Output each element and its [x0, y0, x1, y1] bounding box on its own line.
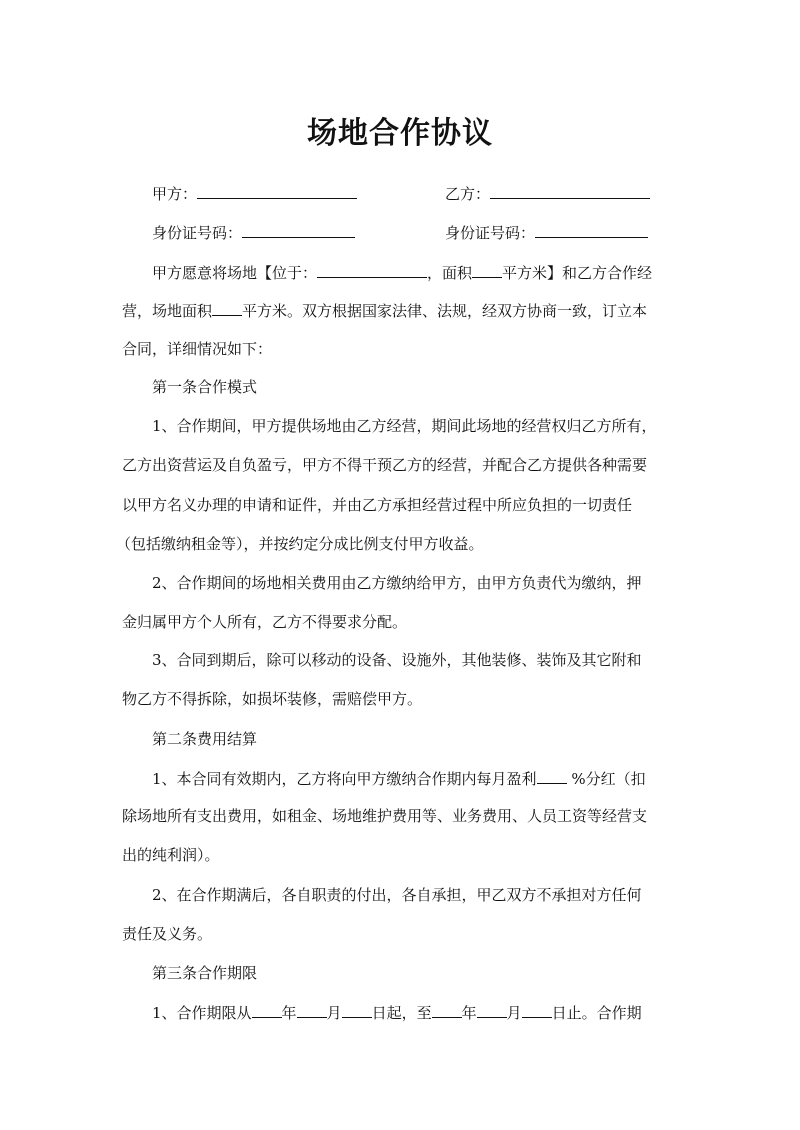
article-1-clause-3-line: 3、合同到期后，除可以移动的设备、设施外，其他装修、装饰及其它附和: [152, 651, 642, 669]
article-2-heading: 第二条费用结算: [152, 730, 258, 748]
start-day-blank[interactable]: [342, 1002, 372, 1018]
id-b-blank[interactable]: [535, 222, 648, 238]
intro-line-3: 合同，详细情况如下：: [122, 340, 273, 358]
id-a-label: 身份证号码：: [152, 224, 243, 242]
intro-text: 营，场地面积: [122, 302, 213, 320]
site-area-blank[interactable]: [212, 300, 242, 316]
party-b-field: [445, 183, 650, 204]
party-a-label: 甲方：: [152, 185, 198, 203]
location-blank[interactable]: [317, 262, 427, 278]
intro-text: ，面积: [427, 264, 473, 282]
party-a-blank[interactable]: [197, 183, 357, 199]
id-a-field: [152, 222, 355, 243]
clause-text: 年: [461, 1004, 477, 1022]
intro-text: 平方米。双方根据国家法律、法规，经双方协商一致，订立本: [242, 302, 648, 320]
end-month-blank[interactable]: [477, 1002, 507, 1018]
party-b-label: 乙方：: [445, 185, 491, 203]
article-2-clause-2-line: 2、在合作期满后，各自职责的付出，各自承担，甲乙双方不承担对方任何: [152, 886, 642, 904]
start-year-blank[interactable]: [252, 1002, 282, 1018]
party-a-field: [152, 183, 357, 204]
clause-text: 日起，至: [371, 1004, 432, 1022]
article-1-clause-2-line: 金归属甲方个人所有，乙方不得要求分配。: [122, 613, 408, 631]
article-1-clause-1-line: 乙方出资营运及自负盈亏，甲方不得干预乙方的经营，并配合乙方提供各种需要: [122, 456, 648, 474]
id-b-field: [445, 222, 648, 243]
end-year-blank[interactable]: [432, 1002, 462, 1018]
article-1-clause-1-line: 以甲方名义办理的申请和证件，并由乙方承担经营过程中所应负担的一切责任: [122, 496, 633, 514]
article-1-clause-1-line: 1、合作期间，甲方提供场地由乙方经营，期间此场地的经营权归乙方所有，: [152, 417, 657, 435]
clause-text: 1、本合同有效期内，乙方将向甲方缴纳合作期内每月盈利: [152, 770, 537, 788]
intro-line-2: [122, 300, 647, 321]
id-b-label: 身份证号码：: [445, 224, 536, 242]
article-3-clause-1-line: [152, 1002, 642, 1023]
article-1-clause-1-line: （包括缴纳租金等），并按约定分成比例支付甲方收益。: [116, 535, 484, 553]
clause-text: 1、合作期限从: [152, 1004, 252, 1022]
article-1-clause-2-line: 2、合作期间的场地相关费用由乙方缴纳给甲方，由甲方负责代为缴纳，押: [152, 574, 642, 592]
intro-text: 平方米】和乙方合作经: [502, 264, 653, 282]
article-2-clause-1-line: 除场地所有支出费用，如租金、场地维护费用等、业务费用、人员工资等经营支: [122, 807, 648, 825]
id-a-blank[interactable]: [242, 222, 355, 238]
area-blank[interactable]: [472, 262, 502, 278]
article-2-clause-1-line: [152, 768, 646, 789]
document-title: 场地合作协议: [307, 116, 493, 151]
clause-text: 月: [326, 1004, 342, 1022]
article-1-clause-3-line: 物乙方不得拆除，如损坏装修，需赔偿甲方。: [122, 690, 423, 708]
clause-text: %分红（扣: [571, 770, 646, 788]
clause-text: 年: [281, 1004, 297, 1022]
article-2-clause-1-line: 出的纯利润）。: [122, 846, 220, 864]
party-b-blank[interactable]: [490, 183, 650, 199]
clause-text: 日止。合作期: [551, 1004, 642, 1022]
article-2-clause-2-line: 责任及义务。: [122, 925, 213, 943]
intro-text: 甲方愿意将场地【位于：: [152, 264, 318, 282]
article-1-heading: 第一条合作模式: [152, 378, 258, 396]
intro-line-1: [152, 262, 652, 283]
clause-text: 月: [506, 1004, 522, 1022]
end-day-blank[interactable]: [522, 1002, 552, 1018]
profit-share-blank[interactable]: [537, 768, 567, 784]
article-3-heading: 第三条合作期限: [152, 964, 258, 982]
start-month-blank[interactable]: [297, 1002, 327, 1018]
